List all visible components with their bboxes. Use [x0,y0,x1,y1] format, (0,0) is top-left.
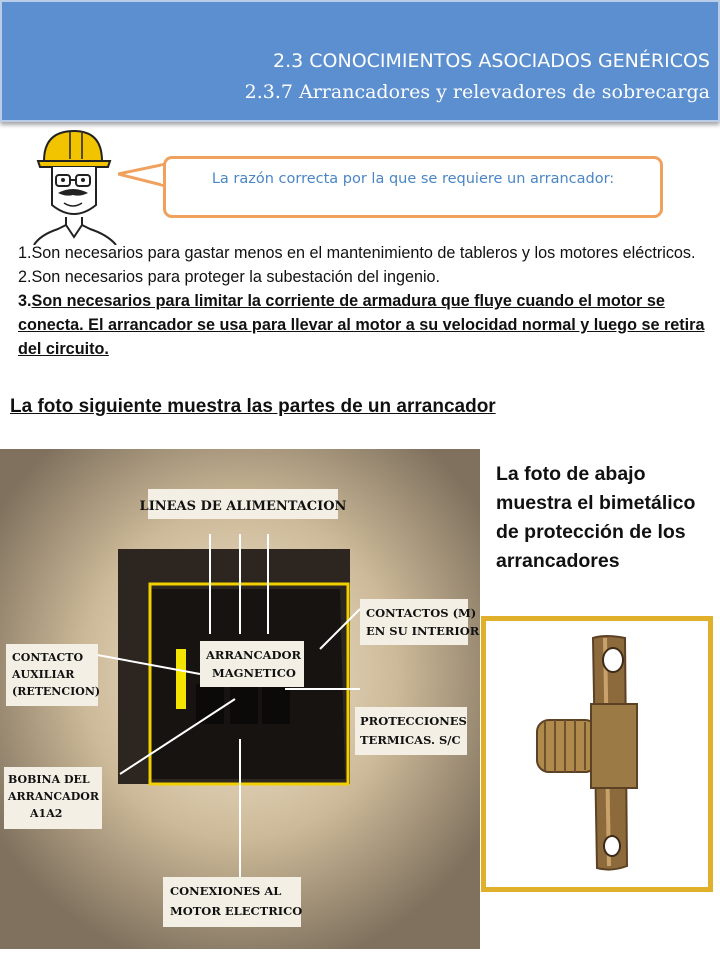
title-banner [0,0,720,122]
label-protecciones-1: PROTECCIONES [360,714,467,728]
answer-options [18,241,708,361]
label-lineas: LINEAS DE ALIMENTACION [139,499,347,514]
label-contactos-1: CONTACTOS (M) [366,606,477,620]
label-arrancador-1: ARRANCADOR [206,648,302,662]
worker-mascot-icon [30,125,122,245]
label-arrancador-2: MAGNETICO [212,666,296,680]
label-contacto-aux-3: (RETENCION) [12,685,101,698]
label-contacto-aux-1: CONTACTO [12,651,84,664]
option-2: 2.Son necesarios para proteger la subestación del ingenio. [18,268,441,286]
label-protecciones-2: TERMICAS. S/C [360,733,461,747]
option-3-text: Son necesarios para limitar la corriente de armadura que fluye cuando el motor se conecta. El arrancador se usa para llevar al motor a su velocidad normal y luego se retira del circuito. [18,292,705,358]
section-title: 2.3 CONOCIMIENTOS ASOCIADOS GENÉRICOS [273,50,710,72]
label-bobina-3: A1A2 [30,807,63,820]
label-bobina-2: ARRANCADOR [8,790,99,803]
option-3-correct [18,289,708,361]
starter-parts-photo [0,449,480,949]
option-3-number: 3. [18,292,32,310]
option-1: 1.Son necesarios para gastar menos en el mantenimiento de tableros y los motores eléctricos. [18,244,696,262]
label-bobina-1: BOBINA DEL [8,773,90,786]
bimetal-description: La foto de abajo muestra el bimetálico de protección de los arrancadores [496,463,696,572]
label-conexiones-1: CONEXIONES AL [170,884,282,898]
bimetal-relay-photo [481,616,713,892]
label-contactos-2: EN SU INTERIOR [366,624,480,638]
label-conexiones-2: MOTOR ELECTRICO [170,904,303,918]
label-contacto-aux-2: AUXILIAR [12,668,75,681]
subsection-title: 2.3.7 Arrancadores y relevadores de sobrecarga [244,81,710,103]
speech-bubble [163,156,663,218]
photo-caption: La foto siguiente muestra las partes de un arrancador [10,396,496,417]
question-text: La razón correcta por la que se requiere un arrancador: [211,171,615,187]
